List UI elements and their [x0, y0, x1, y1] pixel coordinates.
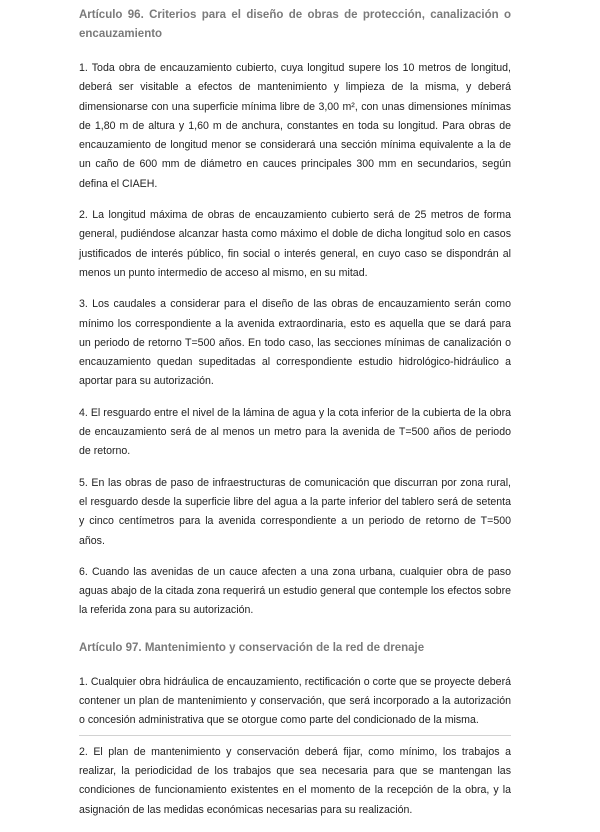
article-96-paragraph-4: 4. El resguardo entre el nivel de la lámina de agua y la cota inferior de la cubierta de la obra de encauzamiento será de al menos un metro para la avenida de T=500 años de periodo de retorno.: [79, 406, 511, 458]
article-96-paragraph-6: 6. Cuando las avenidas de un cauce afecten a una zona urbana, cualquier obra de paso aguas abajo de la citada zona requerirá un estudio general que contemple los efectos sobre la referida zona para su autorización.: [79, 565, 511, 617]
article-96-paragraph-5: 5. En las obras de paso de infraestructuras de comunicación que discurran por zona rural, el resguardo desde la superficie libre del agua a la parte inferior del tablero será de setenta y cinco centímetros para la avenida correspondiente a un periodo de retorno de T=500 años.: [79, 476, 511, 547]
page-bottom-divider: [79, 735, 511, 736]
article-96-paragraph-3: 3. Los caudales a considerar para el diseño de las obras de encauzamiento serán como mínimo los correspondiente a la avenida extraordinaria, esto es aquella que se dará para un periodo de retorno T=500 años. En todo caso, las secciones mínimas de canalización o encauzamiento quedan supeditadas al correspondiente estudio hidrológico-hidráulico a aportar para su autorización.: [79, 298, 511, 388]
article-97-heading: Artículo 97. Mantenimiento y conservación de la red de drenaje: [79, 641, 425, 654]
document-page: [79, 0, 511, 832]
article-97-paragraph-1: 1. Cualquier obra hidráulica de encauzamiento, rectificación o corte que se proyecte deberá contener un plan de mantenimiento y conservación, que será incorporado a la autorización o concesión administrativa que se otorgue como parte del condicionado de la misma.: [79, 675, 511, 727]
article-97-section: [79, 639, 511, 820]
article-96-section: [79, 6, 511, 621]
article-96-paragraph-2: 2. La longitud máxima de obras de encauzamiento cubierto será de 25 metros de forma general, pudiéndose alcanzar hasta como máximo el doble de dicha longitud solo en casos justificados de interés público, fin social o interés general, en cuyo caso se dispondrán al menos un punto intermedio de acceso al mismo, en su mitad.: [79, 209, 511, 279]
article-97-paragraph-2: 2. El plan de mantenimiento y conservación deberá fijar, como mínimo, los trabajos a realizar, la periodicidad de los trabajos que sea necesaria para que se mantengan las condiciones de funcionamiento existentes en el momento de la recepción de la obra, y la asignación de las medidas económicas necesarias para su realización.: [79, 745, 511, 816]
article-96-heading: Artículo 96. Criterios para el diseño de obras de protección, canalización o encauzamiento: [79, 9, 511, 40]
article-96-paragraph-1: 1. Toda obra de encauzamiento cubierto, cuya longitud supere los 10 metros de longitud, deberá ser visitable a efectos de mantenimiento y limpieza de la misma, y deberá dimensionarse con una superficie mínima libre de 3,00 m², con unas dimensiones mínimas de 1,80 m de altura y 1,60 m de anchura, constantes en toda su longitud. Para obras de encauzamiento de longitud menor se considerará una sección mínima equivalente a la de un caño de 600 mm de diámetro en cauces principales 300 mm en secundarios, según defina el CIAEH.: [79, 62, 511, 190]
